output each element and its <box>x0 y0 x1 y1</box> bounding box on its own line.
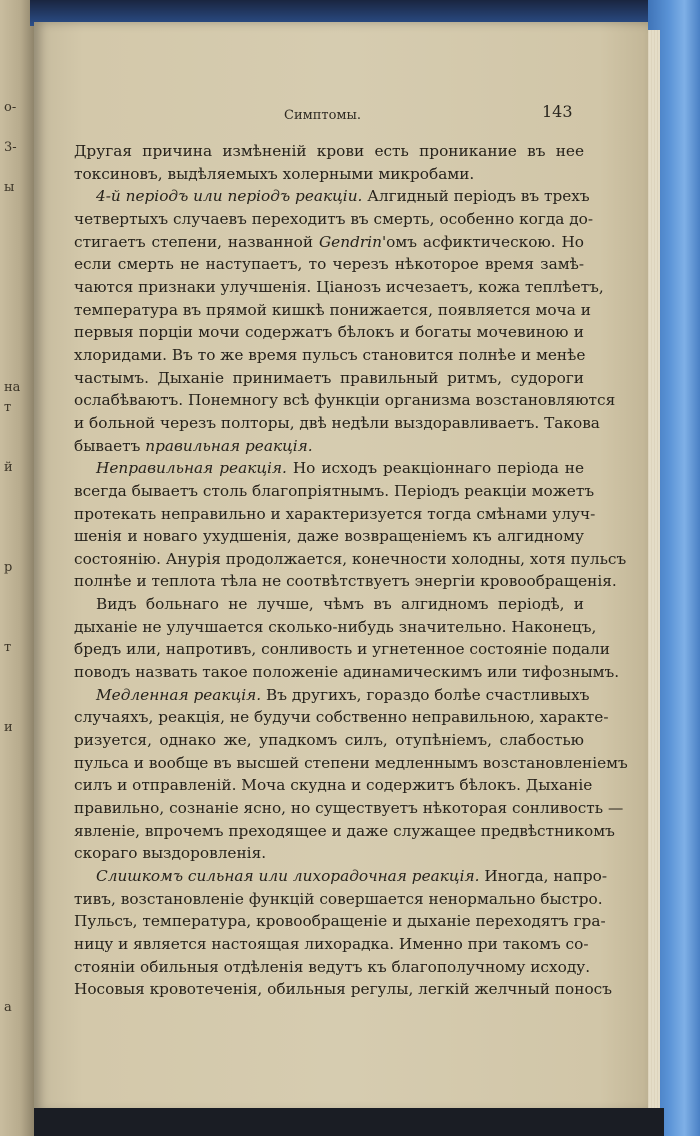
italic-run: Неправильная реакція. <box>96 459 287 478</box>
paragraph <box>74 865 612 1001</box>
text-line <box>74 321 584 344</box>
text-line <box>74 910 606 933</box>
text-line <box>74 412 600 435</box>
facing-page-fragment: на <box>4 380 21 395</box>
text-line <box>74 503 596 526</box>
text-run: бываетъ <box>74 436 146 455</box>
text-run: если смерть не наступаетъ, то черезъ нѣкоторое время замѣ- <box>74 255 584 274</box>
running-title: Симптомы. <box>284 108 361 123</box>
text-run: четвертыхъ случаевъ переходитъ въ смерть, особенно когда до- <box>74 209 594 228</box>
text-run: скораго выздоровленія. <box>74 844 267 863</box>
italic-run: 4-й періодъ или періодъ реакціи. <box>96 187 363 206</box>
text-line <box>74 570 617 593</box>
text-run: поводъ назвать такое положеніе адинамическимъ или тифознымъ. <box>74 663 620 682</box>
text-run: температура въ прямой кишкѣ понижается, появляется моча и <box>74 300 591 319</box>
text-run: Видъ больнаго не лучше, чѣмъ въ алгидномъ періодѣ, и <box>96 595 584 614</box>
text-run: стигаетъ степени, названной <box>74 232 319 251</box>
text-run: явленіе, впрочемъ преходящее и даже служащее предвѣстникомъ <box>74 821 615 840</box>
text-line <box>74 684 590 707</box>
text-line <box>74 888 603 911</box>
text-run: Пульсъ, температура, кровообращеніе и дыханіе переходятъ гра- <box>74 912 606 931</box>
text-line <box>74 616 597 639</box>
facing-page-fragment: а <box>4 1000 12 1015</box>
text-run: токсиновъ, выдѣляемыхъ холерными микробами. <box>74 164 475 183</box>
page-number: 143 <box>542 102 573 121</box>
italic-run: Слишкомъ сильная или лихорадочная реакція. <box>96 867 480 885</box>
text-run: Носовыя кровотеченія, обильныя регулы, легкій желчный поносъ <box>74 980 612 999</box>
facing-page-fragment: 3- <box>4 140 17 155</box>
text-line <box>74 140 584 163</box>
page-body-text <box>74 140 628 1001</box>
text-line <box>74 956 591 979</box>
paragraph <box>74 457 627 593</box>
text-run: тивъ, возстановленіе функцій совершается ненормально быстро. <box>74 889 603 908</box>
text-run: 'омъ асфиктическою. Но <box>381 232 585 251</box>
paragraph <box>74 593 620 684</box>
text-line <box>74 163 584 186</box>
text-run: первыя порціи мочи содержатъ бѣлокъ и богаты мочевиною и <box>74 323 584 342</box>
text-line <box>74 933 589 956</box>
text-run: дыханіе не улучшается сколько-нибудь значительно. Наконецъ, <box>74 617 597 636</box>
facing-page-fragment: т <box>4 400 12 415</box>
text-line <box>74 525 584 548</box>
bottom-shadow <box>34 1108 664 1136</box>
text-line <box>74 344 584 367</box>
text-run: Алгидный періодъ въ трехъ <box>362 187 590 206</box>
text-run: Иногда, напро- <box>479 867 608 885</box>
facing-page-fragment: и <box>4 720 13 735</box>
text-run: ницу и является настоящая лихорадка. Именно при такомъ со- <box>74 934 589 953</box>
text-line <box>74 774 593 797</box>
text-run: ризуется, однако же, упадкомъ силъ, отупѣніемъ, слабостью <box>74 731 584 750</box>
facing-page-fragment: р <box>4 560 13 575</box>
text-run: частымъ. Дыханіе принимаетъ правильный ритмъ, судороги <box>74 368 584 387</box>
italic-run: Gendrin <box>318 232 382 251</box>
text-run: полнѣе и теплота тѣла не соотвѣтствуетъ энергіи кровообращенія. <box>74 572 617 591</box>
italic-run: Медленная реакція. <box>96 685 262 704</box>
text-line <box>74 253 584 276</box>
paragraph <box>74 185 616 457</box>
text-line <box>74 389 616 412</box>
text-line <box>74 820 615 843</box>
text-line <box>74 185 590 208</box>
text-run: состоянію. Анурія продолжается, конечности холодны, хотя пульсъ <box>74 549 627 568</box>
text-run: Но исходъ реакціоннаго періода не <box>286 459 584 478</box>
text-line <box>74 978 612 1001</box>
text-line <box>74 480 595 503</box>
text-run: стояніи обильныя отдѣленія ведутъ къ благополучному исходу. <box>74 957 591 976</box>
paragraph <box>74 140 584 185</box>
text-line <box>74 706 609 729</box>
text-line <box>74 435 584 458</box>
text-line <box>74 276 604 299</box>
text-run: протекать неправильно и характеризуется тогда смѣнами улуч- <box>74 504 596 523</box>
text-line <box>74 208 594 231</box>
text-run: Въ другихъ, гораздо болѣе счастливыхъ <box>261 685 590 704</box>
text-line <box>74 842 584 865</box>
text-line <box>74 661 620 684</box>
text-run: чаются признаки улучшенія. Ціанозъ исчезаетъ, кожа теплѣетъ, <box>74 277 604 296</box>
facing-page-edge <box>0 0 34 1136</box>
text-line <box>74 729 584 752</box>
facing-page-fragment: й <box>4 460 13 475</box>
text-run: силъ и отправленій. Моча скудна и содержитъ бѣлокъ. Дыханіе <box>74 776 593 795</box>
text-line <box>74 457 584 480</box>
facing-page-fragment: т <box>4 640 12 655</box>
text-run: всегда бываетъ столь благопріятнымъ. Періодъ реакціи можетъ <box>74 481 595 500</box>
text-run: хлоридами. Въ то же время пульсъ становится полнѣе и менѣе <box>74 345 586 364</box>
text-line <box>74 865 608 888</box>
facing-page-fragment: о- <box>4 100 17 115</box>
facing-page-fragment: ы <box>4 180 15 195</box>
text-run: шенія и новаго ухудшенія, даже возвращеніемъ къ алгидному <box>74 527 584 546</box>
text-run: Другая причина измѣненій крови есть проникание въ нее <box>74 142 584 160</box>
text-line <box>74 299 591 322</box>
text-run: бредъ или, напротивъ, сонливость и угнетенное состояніе подали <box>74 640 610 659</box>
text-line <box>74 752 628 775</box>
paragraph <box>74 684 628 865</box>
text-run: пульса и вообще въ высшей степени медленнымъ возстановленіемъ <box>74 753 628 772</box>
text-line <box>74 367 584 390</box>
text-line <box>74 797 624 820</box>
text-run: правильно, сознаніе ясно, но существуетъ нѣкоторая сонливость — <box>74 799 624 818</box>
text-run: случаяхъ, реакція, не будучи собственно неправильною, характе- <box>74 708 609 727</box>
text-line <box>74 638 610 661</box>
italic-run: правильная реакція. <box>145 436 313 455</box>
text-run: ослабѣваютъ. Понемногу всѣ функціи организма возстановляются <box>74 391 616 410</box>
text-line <box>74 548 627 571</box>
text-line <box>74 593 584 616</box>
text-line <box>74 231 584 254</box>
text-run: и больной черезъ полторы, двѣ недѣли выздоравливаетъ. Такова <box>74 413 600 432</box>
